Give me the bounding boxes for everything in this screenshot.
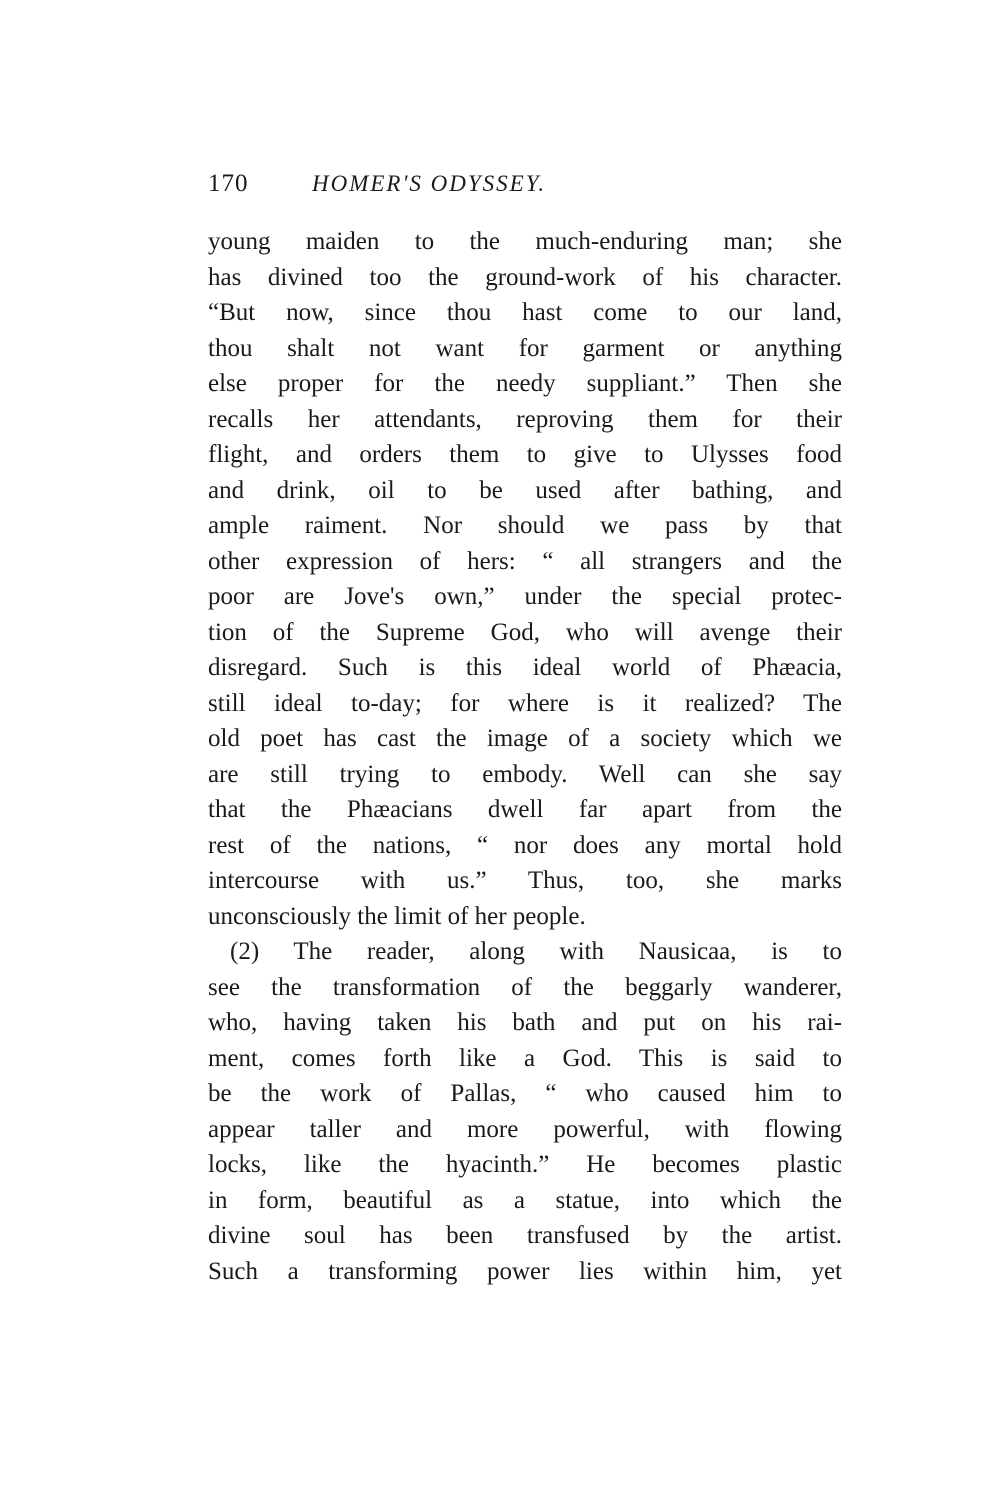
text-line: be the work of Pallas, “ who caused him to [208, 1080, 842, 1107]
text-line: are still trying to embody. Well can she say [208, 760, 842, 788]
text-line: locks, like the hyacinth.” He becomes plastic [208, 1151, 842, 1178]
text-line: intercourse with us.” Thus, too, she marks [208, 867, 842, 894]
text-line: flight, and orders them to give to Ulysses food [208, 441, 842, 468]
text-line: “But now, since thou hast come to our land, [208, 299, 842, 326]
text-line: ment, comes forth like a God. This is said to [208, 1044, 842, 1072]
text-line: thou shalt not want for garment or anything [208, 334, 842, 362]
text-line: Such a transforming power lies within him, yet [208, 1257, 842, 1285]
page-number: 170 [208, 170, 249, 197]
paragraph-start-line: (2) The reader, along with Nausicaa, is to [230, 938, 842, 965]
text-line: old poet has cast the image of a society which we [208, 725, 842, 752]
text-line: ample raiment. Nor should we pass by that [208, 512, 842, 539]
paragraph-end-line: unconsciously the limit of her people. [208, 902, 586, 930]
text-line: in form, beautiful as a statue, into which the [208, 1186, 842, 1214]
text-line: still ideal to-day; for where is it realized? The [208, 689, 842, 717]
text-line: young maiden to the much-enduring man; she [208, 228, 842, 255]
text-line: recalls her attendants, reproving them for their [208, 405, 842, 433]
body-text [208, 224, 842, 1289]
text-line: tion of the Supreme God, who will avenge their [208, 618, 842, 646]
text-line: disregard. Such is this ideal world of Phæacia, [208, 654, 842, 681]
text-line: see the transformation of the beggarly wanderer, [208, 973, 842, 1001]
text-line: that the Phæacians dwell far apart from the [208, 796, 842, 823]
running-title: HOMER'S ODYSSEY. [312, 171, 547, 196]
text-line: other expression of hers: “ all strangers and the [208, 547, 842, 575]
text-line: appear taller and more powerful, with flowing [208, 1115, 842, 1143]
text-line: and drink, oil to be used after bathing, and [208, 476, 842, 504]
text-line: rest of the nations, “ nor does any mortal hold [208, 831, 842, 859]
text-line: divine soul has been transfused by the artist. [208, 1222, 842, 1249]
text-line: has divined too the ground-work of his character. [208, 263, 842, 291]
page-header [208, 170, 848, 202]
text-line: who, having taken his bath and put on his rai- [208, 1009, 842, 1036]
text-line: poor are Jove's own,” under the special protec- [208, 583, 842, 610]
text-line: else proper for the needy suppliant.” Then she [208, 370, 842, 397]
